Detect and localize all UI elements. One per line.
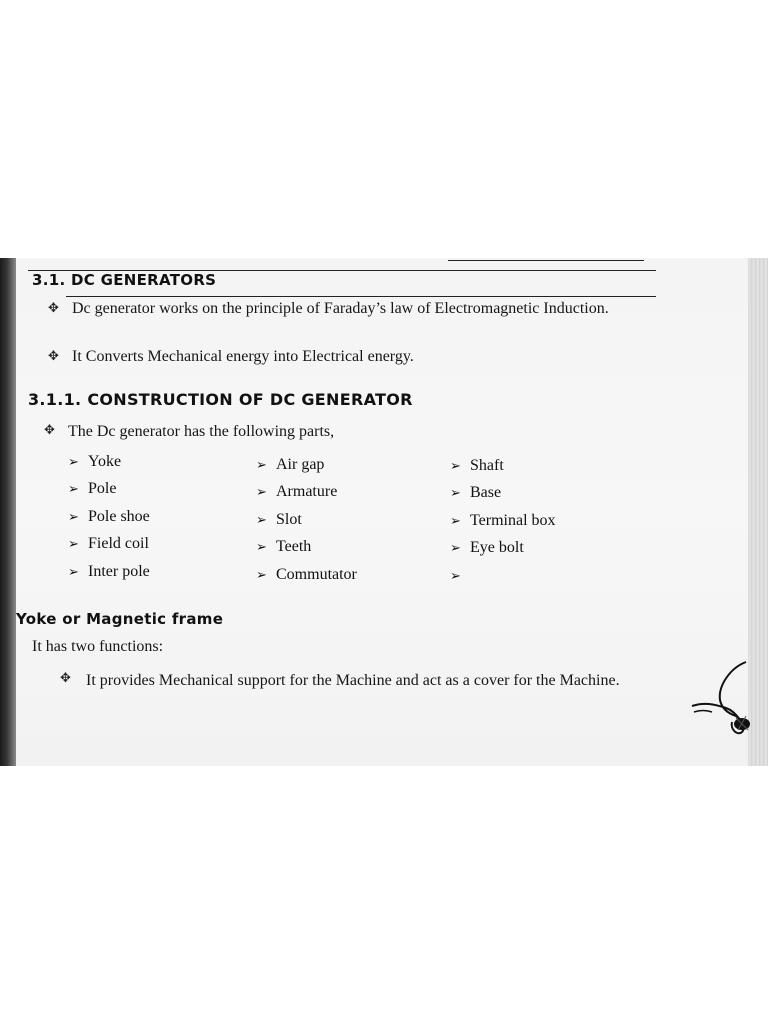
list-item xyxy=(450,507,556,535)
arrowhead-icon: ➢ xyxy=(450,485,461,501)
part-label: Field coil xyxy=(88,535,149,553)
parts-list-column-1 xyxy=(68,448,150,586)
arrowhead-icon: ➢ xyxy=(68,453,79,469)
list-item xyxy=(68,503,150,531)
part-label: Yoke xyxy=(88,452,122,470)
part-label: Air gap xyxy=(276,455,325,473)
part-label: Teeth xyxy=(276,538,312,556)
top-rule xyxy=(448,260,644,261)
section-number: 3.1. xyxy=(32,271,66,289)
list-item xyxy=(450,562,556,590)
yoke-intro: It has two functions: xyxy=(32,638,164,655)
arrowhead-icon: ➢ xyxy=(68,536,79,552)
diamond-dots-bullet-icon: ✥ xyxy=(48,300,58,315)
arrowhead-icon: ➢ xyxy=(450,567,461,583)
list-item xyxy=(256,506,357,534)
diamond-dots-bullet-icon: ✥ xyxy=(44,422,54,437)
parts-list-column-2 xyxy=(256,451,357,589)
list-item xyxy=(68,476,150,504)
part-label: Shaft xyxy=(470,456,504,474)
arrowhead-icon: ➢ xyxy=(68,508,79,524)
subsection-heading xyxy=(28,390,413,409)
arrowhead-icon: ➢ xyxy=(256,456,267,472)
page-binding-shadow xyxy=(0,258,16,766)
list-item xyxy=(256,561,357,589)
parts-list-column-3 xyxy=(450,452,556,590)
part-label: Slot xyxy=(276,510,302,528)
subsection-title: CONSTRUCTION OF DC GENERATOR xyxy=(87,390,413,409)
parts-intro: The Dc generator has the following parts, xyxy=(68,423,335,440)
yoke-point-1: It provides Mechanical support for the Machine and act as a cover for the Machine. xyxy=(86,672,620,689)
part-label: Inter pole xyxy=(88,562,150,580)
arrowhead-icon: ➢ xyxy=(450,512,461,528)
part-label: Armature xyxy=(276,483,338,501)
part-label: Terminal box xyxy=(470,511,556,529)
arrowhead-icon: ➢ xyxy=(256,566,267,582)
list-item xyxy=(68,558,150,586)
arrowhead-icon: ➢ xyxy=(68,481,79,497)
part-label: Pole xyxy=(88,480,117,498)
arrowhead-icon: ➢ xyxy=(450,540,461,556)
list-item xyxy=(256,451,357,479)
arrowhead-icon: ➢ xyxy=(450,457,461,473)
part-label: Commutator xyxy=(276,565,357,583)
section-heading xyxy=(32,271,216,289)
list-item xyxy=(256,534,357,562)
section-point-2: It Converts Mechanical energy into Electrical energy. xyxy=(72,348,414,365)
handwritten-signature-icon xyxy=(686,658,768,738)
part-label: Eye bolt xyxy=(470,539,524,557)
arrowhead-icon: ➢ xyxy=(256,511,267,527)
part-label: Base xyxy=(470,484,502,502)
list-item xyxy=(68,531,150,559)
list-item xyxy=(256,479,357,507)
part-label: Pole shoe xyxy=(88,507,150,525)
diamond-dots-bullet-icon: ✥ xyxy=(60,670,70,685)
list-item xyxy=(450,452,556,480)
arrowhead-icon: ➢ xyxy=(256,539,267,555)
arrowhead-icon: ➢ xyxy=(68,563,79,579)
section-point-1: Dc generator works on the principle of Faraday’s law of Electromagnetic Induction. xyxy=(72,300,609,317)
list-item xyxy=(450,480,556,508)
diamond-dots-bullet-icon: ✥ xyxy=(48,348,58,363)
yoke-heading: Yoke or Magnetic frame xyxy=(16,610,224,628)
subsection-number: 3.1.1. xyxy=(28,390,82,409)
arrowhead-icon: ➢ xyxy=(256,484,267,500)
list-item xyxy=(450,535,556,563)
heading-bottom-rule xyxy=(66,296,656,297)
section-title: DC GENERATORS xyxy=(71,271,217,289)
list-item xyxy=(68,448,150,476)
